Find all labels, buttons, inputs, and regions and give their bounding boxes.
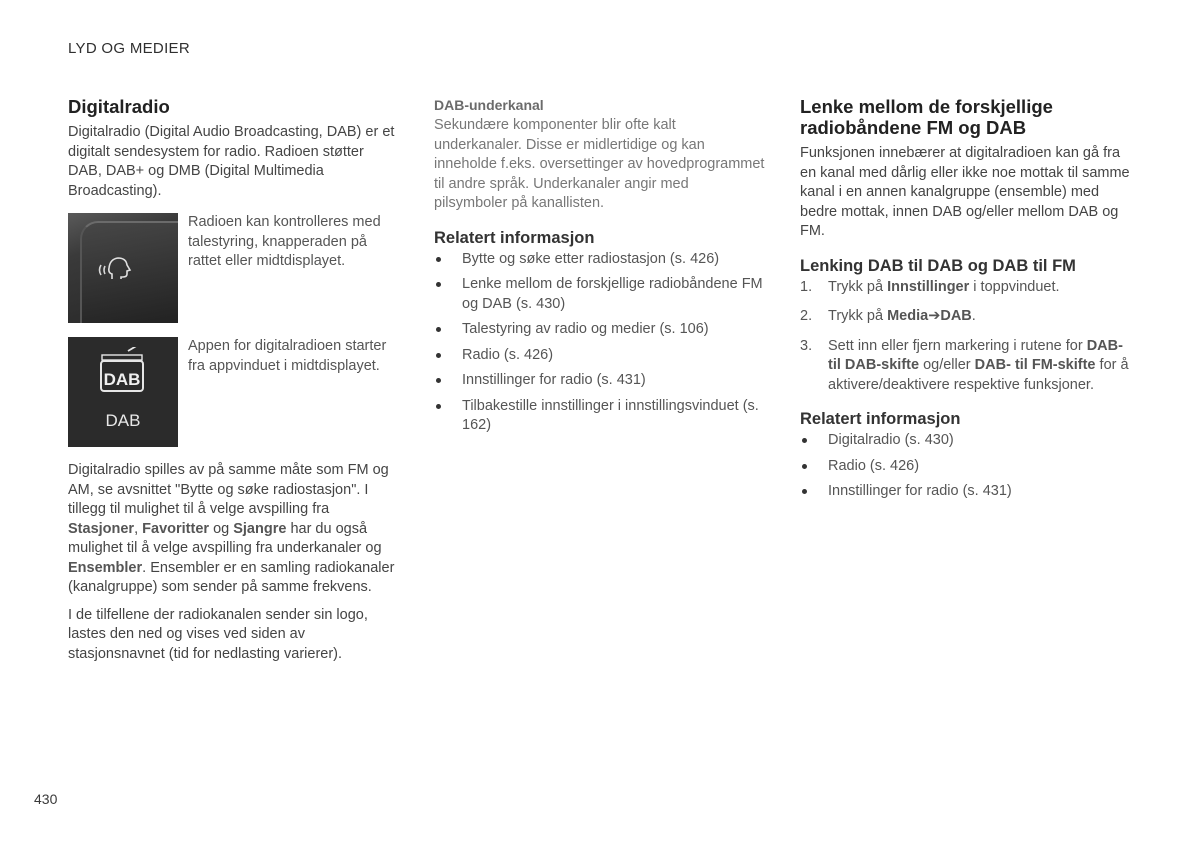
ui-term-media: Media [887,308,929,324]
related-link[interactable]: Talestyring av radio og medier (s. 106) [434,320,766,340]
heading-related-info: Relatert informasjon [800,410,961,428]
column-fm-dab-link [800,96,1130,508]
related-link[interactable]: Bytte og søke etter radiostasjon (s. 426) [434,250,766,270]
fm-dab-intro: Funksjonen innebærer at digitalradioen kan gå fra en kanal med dårlig eller ikke noe mottak til samme kanal i en annen kanalgruppe (ensemble) med bedre mottak, innen DAB og/eller mellom DAB og FM. [800,145,1130,239]
ui-term-favoritter: Favoritter [142,520,210,537]
ui-term-sjangre: Sjangre [233,520,287,537]
ui-term-ensembler: Ensembler [68,559,143,576]
related-link[interactable]: Innstillinger for radio (s. 431) [434,371,766,391]
heading-related-info: Relatert informasjon [434,228,595,247]
related-link[interactable]: Lenke mellom de forskjellige radiobåndene FM og DAB (s. 430) [434,275,766,314]
heading-linking-steps: Lenking DAB til DAB og DAB til FM [800,256,1076,275]
voice-control-image [68,213,178,323]
dab-app-figure [68,337,400,447]
logo-paragraph: I de tilfellene der radiokanalen sender sin logo, lastes den ned og vises ved siden av stasjonsnavnet (tid for nedlasting varierer). [68,606,368,662]
column-dab-subchannel [434,96,766,442]
related-link[interactable]: Radio (s. 426) [800,457,1130,477]
heading-dab-underkanal: DAB-underkanal [434,97,544,113]
related-link[interactable]: Innstillinger for radio (s. 431) [800,482,1130,502]
voice-control-figure [68,213,400,323]
heading-digitalradio: Digitalradio [68,96,170,117]
ui-term-dab-to-dab: DAB-til DAB-skifte [828,337,1123,373]
playback-paragraph: Digitalradio spilles av på samme måte som FM og AM, se avsnittet "Bytte og søke radiostasjon". I tillegg til mulighet til å velge avspilling fra Stasjoner, Favoritter og Sjangre har du også mulighet til å velge avspilling fra underkanaler og Ensembler. Ensembler er en samling radiokanaler (kanalgruppe) som sender på samme frekvens. [68,462,395,595]
related-link[interactable]: Digitalradio (s. 430) [800,431,1130,451]
voice-control-icon [98,253,134,283]
dab-app-caption: Appen for digitalradioen starter fra appvinduet i midtdisplayet. [188,338,387,374]
radio-icon [98,347,148,395]
step-item: 3. Sett inn eller fjern markering i rutene for DAB-til DAB-skifte og/eller DAB- til FM-skifte for å aktivere/deaktivere respektive funksjoner. [800,337,1129,393]
section-title: LYD OG MEDIER [68,40,190,57]
arrow-right-icon: ➔ [928,308,941,324]
steps-list [800,278,1130,396]
ui-term-stasjoner: Stasjoner [68,520,135,537]
ui-term-dab-to-fm: DAB- til FM-skifte [974,357,1096,373]
related-list [434,250,766,436]
voice-control-caption: Radioen kan kontrolleres med talestyring, knapperaden på rattet eller midtdisplayet. [188,214,381,269]
step-item: 2. Trykk på Media➔DAB. [800,308,976,324]
related-list [800,431,1130,502]
ui-term-dab: DAB [940,308,972,324]
column-digitalradio [68,96,400,672]
dab-icon-text: DAB [103,370,141,389]
heading-fm-dab-link: Lenke mellom de forskjellige radiobåndene FM og DAB [800,96,1053,138]
ui-term-innstillinger: Innstillinger [887,278,970,295]
related-link[interactable]: Tilbakestille innstillinger i innstillingsvinduet (s. 162) [434,397,766,436]
related-link[interactable]: Radio (s. 426) [434,346,766,366]
subchannel-paragraph: Sekundære komponenter blir ofte kalt underkanaler. Disse er midlertidige og kan inneholde f.eks. oversettinger av hovedprogrammet til andre språk. Underkanaler angir med pilsymboler på kanallisten. [434,117,765,211]
page-number: 430 [34,791,58,807]
dab-app-label: DAB [105,411,141,430]
dab-app-icon [68,337,178,447]
intro-paragraph: Digitalradio (Digital Audio Broadcasting, DAB) er et digitalt sendesystem for radio. Radioen støtter DAB, DAB+ og DMB (Digital Multimedia Broadcasting). [68,124,395,199]
step-item: 1. Trykk på Innstillinger i toppvinduet. [800,278,1060,295]
